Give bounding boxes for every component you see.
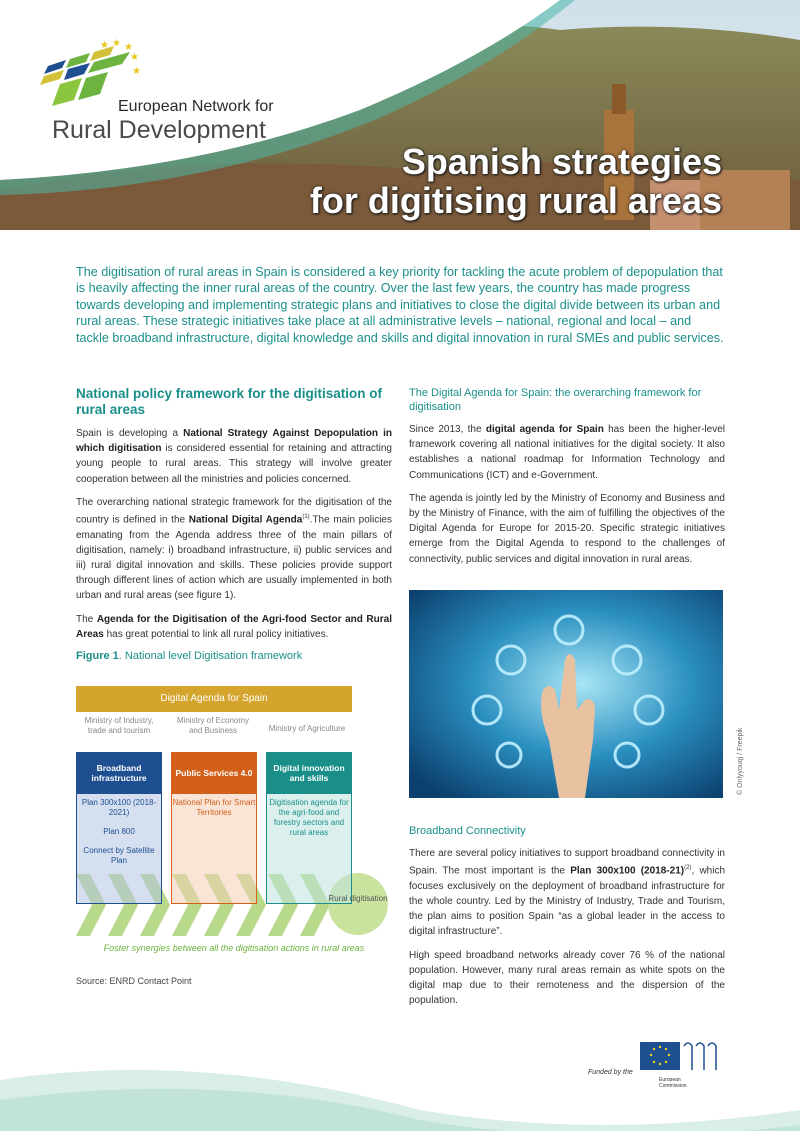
figure-footer-note: Foster synergies between all the digitisation actions in rural areas [103,943,365,953]
figure-caption: Figure 1. National level Digitisation framework [76,649,303,662]
plan-satellite: Connect by Satellite Plan [83,846,155,865]
ministry-economy: Ministry of Economy and Business [176,716,250,735]
page-title-line1: Spanish strategies [401,141,722,182]
paragraph-coverage: High speed broadband networks already cover 76 % of the national population. However, many rural areas remain as white spots on the digital map due to their remoteness and the dispersion of the population. [409,949,725,1007]
left-column [76,386,392,672]
paragraph-broadband-policy: There are several policy initiatives to support broadband connectivity in Spain. The most important is the Plan 300x100 (2018-21)$^{(2)}$, which focuses exclusively on the deployment of broadband infrastructure for the whole country. Led by the Ministry of Industry, Trade and Tourism, the plan aims to position Spain “as a global leader in the access to digital infrastructure”. [409,848,726,938]
ministry-industry: Ministry of Industry, trade and tourism [84,716,154,735]
photo-credit: © Onlyyouqj / Freepik [737,727,744,795]
page-title-line2: for digitising rural areas [309,180,722,221]
org-name-line1: European Network for [118,98,274,115]
pillar-digital-innovation-body [266,794,352,904]
right-column [409,386,725,575]
svg-text:★: ★ [112,38,121,49]
page-title [310,142,722,220]
european-commission-label: European Commission [659,1077,687,1089]
right-column-lower [409,824,725,1016]
paragraph-jointly-led: The agenda is jointly led by the Ministry of Economy and Business and by the Ministry of Finance, with the aim of fulfilling the objectives of the Digital Agenda for Europe for 2015-20. Specific strategic initiatives emerge from the Digital Agenda to respond to the challenges of connectivity, public services and digital innovation in rural areas. [409,492,725,565]
pillar-public-services-body [171,794,257,904]
section-heading-national: National policy framework for the digitisation of rural areas [76,386,383,417]
pillar-digital-innovation: Digital innovation and skills [266,752,352,794]
paragraph-agri-food: The Agenda for the Digitisation of the Agri-food Sector and Rural Areas has great potential to link all rural policy initiatives. [76,613,392,640]
subheading-broadband: Broadband Connectivity [409,825,526,837]
svg-text:★: ★ [124,42,133,53]
rural-digitisation-label: Rural digitisation [328,894,388,903]
figure-banner: Digital Agenda for Spain [76,686,352,712]
paragraph-since-2013: Since 2013, the digital agenda for Spain has been the higher-level framework covering all national initiatives for the digital society. It also establishes a national roadmap for Information Technology and Communications (ICT) and e-Government. [409,424,726,481]
plan-agri-food-agenda: Digitisation agenda for the agri-food and forestry sectors and rural areas [269,798,349,837]
subheading-digital-agenda: The Digital Agenda for Spain: the overarching framework for digitisation [409,387,702,413]
svg-text:★: ★ [130,52,139,63]
plan-300x100: Plan 300x100 (2018-2021) [81,798,157,817]
figure-source: Source: ENRD Contact Point [76,976,192,986]
enrd-logo [38,38,278,148]
paragraph-digital-agenda: The overarching national strategic framework for the digitisation of the country is defined in the National Digital Agenda$^{(1)}$.The main policies emanating from the Agenda address three of the main pillars of digitisation, namely: i) broadband infrastructure, ii) public services and iii) rural digital innovation and skills. These policies provide support through different lines of action which are usually implemented in both urban and rural areas (see figure 1). [76,496,392,602]
plan-smart-territories: National Plan for Smart Territories [172,798,256,817]
plan-800: Plan 800 [103,827,135,836]
svg-text:★: ★ [132,66,141,77]
org-name-line2: Rural Development [52,116,266,144]
paragraph-depopulation: Spain is developing a National Strategy Against Depopulation in which digitisation is considered essential for retaining and attracting young people to rural areas. This strategy will involve greater cooperation between all the ministries and policies concerned. [76,428,392,485]
svg-text:★: ★ [100,40,109,51]
figure-digitisation-framework [76,686,392,956]
ministry-agriculture: Ministry of Agriculture [268,724,346,733]
pillar-broadband-body [76,794,162,904]
header-banner [0,0,800,230]
intro-paragraph: The digitisation of rural areas in Spain is considered a key priority for tackling the acute problem of depopulation that is heavily affecting the inner rural areas of the country. Over the last few years, the country has made progress towards developing and implementing strategic plans and initiatives to close the digital divide between its urban and rural areas. These strategic initiatives take place at all administrative levels – national, regional and local – and tackle broadband infrastructure, digital knowledge and skills and digital innovation in rural SMEs and public services. [76,265,724,345]
digital-touch-photo [409,590,723,798]
pillar-public-services: Public Services 4.0 [171,752,257,794]
funded-by-text: Funded by the [588,1069,633,1076]
pillar-broadband: Broadband infrastructure [76,752,162,794]
